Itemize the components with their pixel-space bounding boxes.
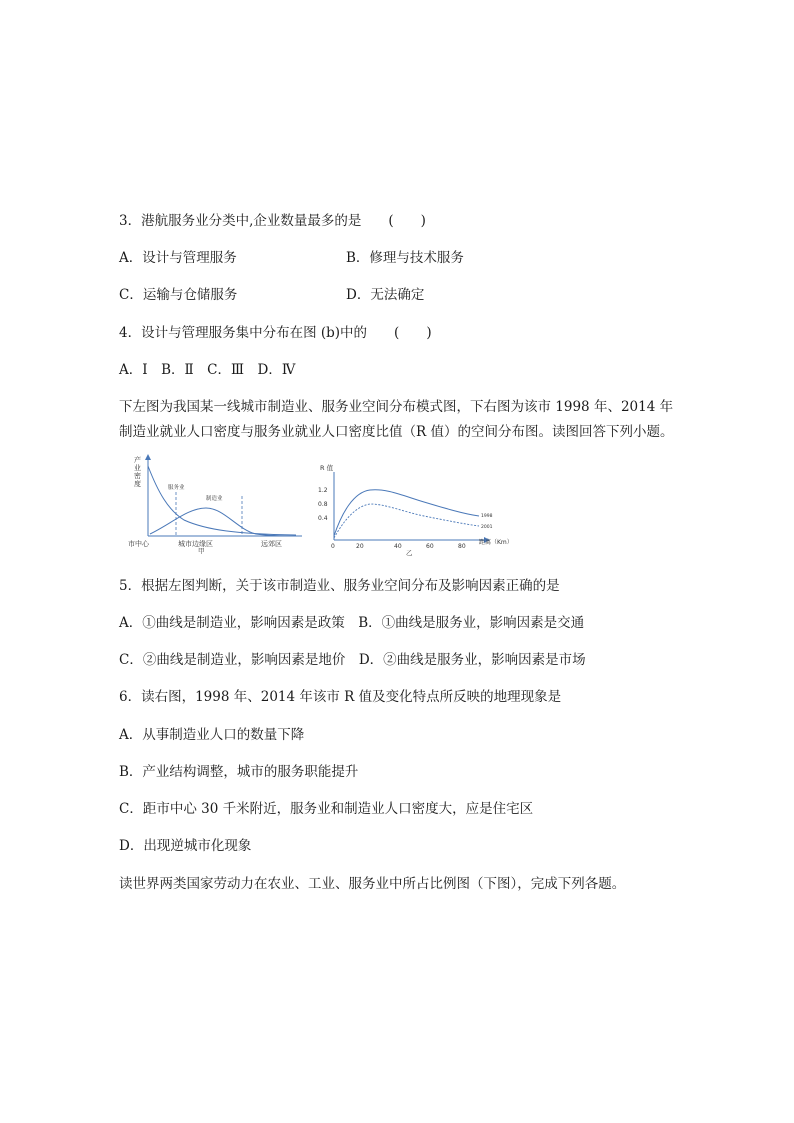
- q3-option-c: C．运输与仓储服务: [119, 287, 238, 303]
- intro-paragraph-2: 读世界两类国家劳动力在农业、工业、服务业中所占比例图（下图），完成下列各题。: [119, 876, 626, 892]
- r-tick: 0.4: [318, 515, 328, 522]
- y-label-char: 产: [134, 456, 141, 464]
- dist-tick: 20: [356, 543, 364, 550]
- x-label-edge: 城市边缘区: [178, 540, 213, 548]
- q4-stem: 4．设计与管理服务集中分布在图 (b)中的 ( ): [119, 325, 432, 341]
- x-label-suburb: 远郊区: [261, 540, 282, 548]
- figure-right-r-value: [314, 462, 528, 556]
- intro-paragraph-1: 下左图为我国某一线城市制造业、服务业空间分布模式图，下右图为该市 1998 年、2014 年制造业就业人口密度与服务业就业人口密度比值（R 值）的空间分布图。读图回答下列小题。: [119, 399, 674, 440]
- series-2001: [334, 504, 479, 538]
- q6-option-d: D．出现逆城市化现象: [119, 838, 252, 854]
- y-label-char: 度: [134, 480, 141, 488]
- q3-stem: 3．港航服务业分类中,企业数量最多的是 ( ): [119, 213, 426, 229]
- q3-option-b: B．修理与技术服务: [346, 250, 464, 266]
- y-label-char: 密: [134, 472, 141, 480]
- q6-stem: 6．读右图，1998 年、2014 年该市 R 值及变化特点所反映的地理现象是: [119, 689, 562, 705]
- q6-option-b: B．产业结构调整，城市的服务职能提升: [119, 764, 359, 780]
- figure-caption-left: 甲: [198, 547, 205, 554]
- figure-caption-right: 乙: [406, 549, 413, 556]
- q5-stem: 5．根据左图判断，关于该市制造业、服务业空间分布及影响因素正确的是: [119, 578, 560, 594]
- r-tick: 1.2: [318, 487, 328, 494]
- manufacturing-curve: [150, 508, 298, 536]
- r-axis-label: R 值: [320, 464, 334, 472]
- dist-tick: 40: [394, 543, 402, 550]
- figure-left-industry-density: [126, 452, 306, 554]
- dist-tick: 0: [331, 543, 335, 550]
- series-label-2001: 2001: [481, 525, 493, 530]
- q3-option-d: D．无法确定: [346, 287, 425, 303]
- series-1998: [334, 490, 479, 536]
- q6-option-c: C．距市中心 30 千米附近，服务业和制造业人口密度大，应是住宅区: [119, 801, 534, 817]
- curve1-label: 服务业: [168, 485, 185, 491]
- q6-option-a: A．从事制造业人口的数量下降: [119, 727, 305, 743]
- q5-options-ab: A．①曲线是制造业，影响因素是政策 B．①曲线是服务业，影响因素是交通: [119, 615, 585, 631]
- dist-tick: 60: [426, 543, 434, 550]
- x-label-center: 市中心: [128, 540, 149, 548]
- distance-axis-label: 距离（Km）: [479, 539, 513, 546]
- q5-options-cd: C．②曲线是制造业，影响因素是地价 D．②曲线是服务业，影响因素是市场: [119, 652, 586, 668]
- dist-tick: 80: [458, 543, 466, 550]
- q3-option-a: A．设计与管理服务: [119, 250, 237, 266]
- r-tick: 0.8: [318, 501, 328, 508]
- series-label-1998: 1998: [481, 514, 493, 519]
- y-label-char: 业: [134, 464, 141, 472]
- curve2-label: 制造业: [206, 496, 223, 502]
- q4-options: A．Ⅰ B．Ⅱ C．Ⅲ D．Ⅳ: [119, 362, 296, 378]
